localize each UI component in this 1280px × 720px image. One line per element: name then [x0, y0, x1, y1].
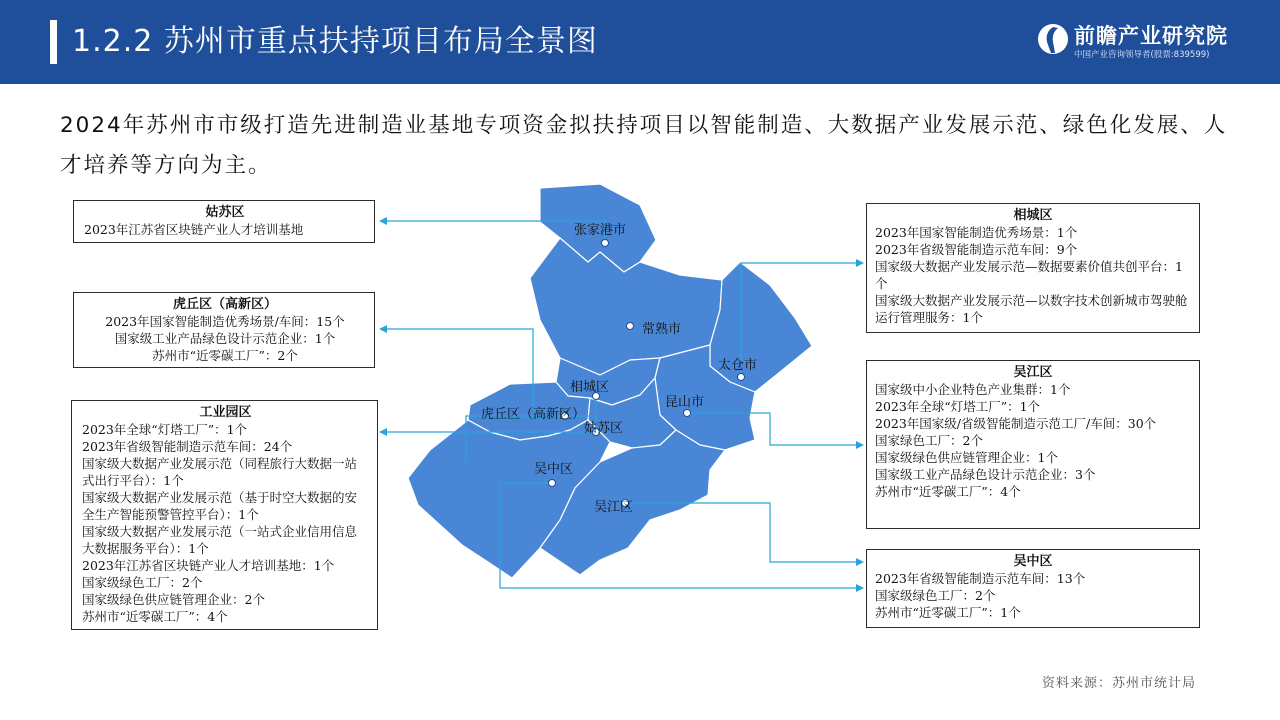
box-item: 国家绿色工厂：2个 [875, 433, 983, 448]
map-label-wujiang: 吴江区 [594, 500, 634, 515]
map-label-xiangcheng: 相城区 [570, 380, 610, 395]
marker-taicang [738, 374, 745, 381]
info-box-wuzhong [866, 549, 1200, 628]
box-item: 苏州市“近零碳工厂”：2个 [152, 348, 298, 363]
box-item: 国家级绿色供应链管理企业：1个 [875, 450, 1058, 465]
map-label-zhangjiagang: 张家港市 [574, 223, 627, 238]
box-title: 吴中区 [1013, 554, 1053, 569]
box-title: 工业园区 [199, 405, 252, 420]
box-item: 国家级大数据产业发展示范（基于时空大数据的安全生产智能预警管控平台）：1个 [82, 490, 358, 522]
box-item: 2023年全球“灯塔工厂”：1个 [82, 422, 248, 437]
box-item: 国家级大数据产业发展示范（一站式企业信用信息大数据服务平台）：1个 [82, 524, 358, 556]
box-item: 国家级绿色工厂：2个 [875, 588, 996, 603]
map-label-gusu: 姑苏区 [584, 421, 624, 436]
brand-subtitle: 中国产业咨询领导者(股票:839599) [1074, 50, 1210, 60]
box-item: 2023年国家智能制造优秀场景/车间：15个 [105, 314, 345, 329]
box-title: 吴江区 [1013, 365, 1053, 380]
map-regions [408, 184, 812, 578]
box-item: 2023年省级智能制造示范车间：24个 [82, 439, 293, 454]
map-label-kunshan: 昆山市 [665, 395, 705, 410]
box-item: 2023年国家级/省级智能制造示范工厂/车间：30个 [875, 416, 1157, 431]
map-label-huqiu: 虎丘区（高新区） [481, 407, 586, 422]
box-item: 2023年江苏省区块链产业人才培训基地 [84, 222, 304, 237]
box-item: 2023年江苏省区块链产业人才培训基地：1个 [82, 558, 335, 573]
marker-wuzhong [549, 480, 556, 487]
info-box-gusu [73, 200, 375, 243]
box-title: 姑苏区 [205, 205, 245, 220]
box-item: 苏州市“近零碳工厂”：4个 [82, 609, 228, 624]
box-item: 2023年全球“灯塔工厂”：1个 [875, 399, 1041, 414]
box-item: 国家级中小企业特色产业集群：1个 [875, 382, 1071, 397]
page-title: 1.2.2 苏州市重点扶持项目布局全景图 [72, 24, 598, 59]
box-title: 虎丘区（高新区） [172, 297, 277, 312]
box-item: 国家级工业产品绿色设计示范企业：3个 [875, 467, 1096, 482]
box-item: 2023年国家智能制造优秀场景：1个 [875, 225, 1078, 240]
marker-kunshan [684, 410, 691, 417]
box-item: 2023年省级智能制造示范车间：13个 [875, 571, 1086, 586]
box-item: 国家级绿色工厂：2个 [82, 575, 203, 590]
box-item: 国家级大数据产业发展示范—数据要素价值共创平台：1个 [875, 259, 1183, 291]
box-title: 相城区 [1013, 208, 1053, 223]
box-item: 国家级工业产品绿色设计示范企业：1个 [114, 331, 336, 346]
marker-changshu [627, 323, 634, 330]
marker-zhangjiagang [602, 240, 609, 247]
map-label-wuzhong: 吴中区 [534, 462, 574, 477]
box-item: 苏州市“近零碳工厂”：1个 [875, 605, 1021, 620]
box-item: 2023年省级智能制造示范车间：9个 [875, 242, 1078, 257]
box-item: 国家级大数据产业发展示范（同程旅行大数据一站式出行平台）：1个 [82, 456, 358, 488]
map-label-taicang: 太仓市 [718, 358, 758, 373]
info-box-xiangcheng [866, 203, 1200, 333]
map-label-changshu: 常熟市 [642, 322, 682, 337]
info-box-gongye [71, 400, 378, 630]
source-note: 资料来源：苏州市统计局 [1042, 676, 1197, 691]
box-item: 国家级大数据产业发展示范—以数字技术创新城市驾驶舱运行管理服务：1个 [875, 293, 1188, 325]
summary-text: 2024年苏州市市级打造先进制造业基地专项资金拟扶持项目以智能制造、大数据产业发展示范、绿色化发展、人才培养等方向为主。 [60, 113, 1228, 178]
box-item: 苏州市“近零碳工厂”：4个 [875, 484, 1021, 499]
box-item: 国家级绿色供应链管理企业：2个 [82, 592, 265, 607]
info-box-wujiang [866, 360, 1200, 529]
brand-name: 前瞻产业研究院 [1074, 24, 1228, 48]
info-box-huqiu [73, 292, 375, 368]
